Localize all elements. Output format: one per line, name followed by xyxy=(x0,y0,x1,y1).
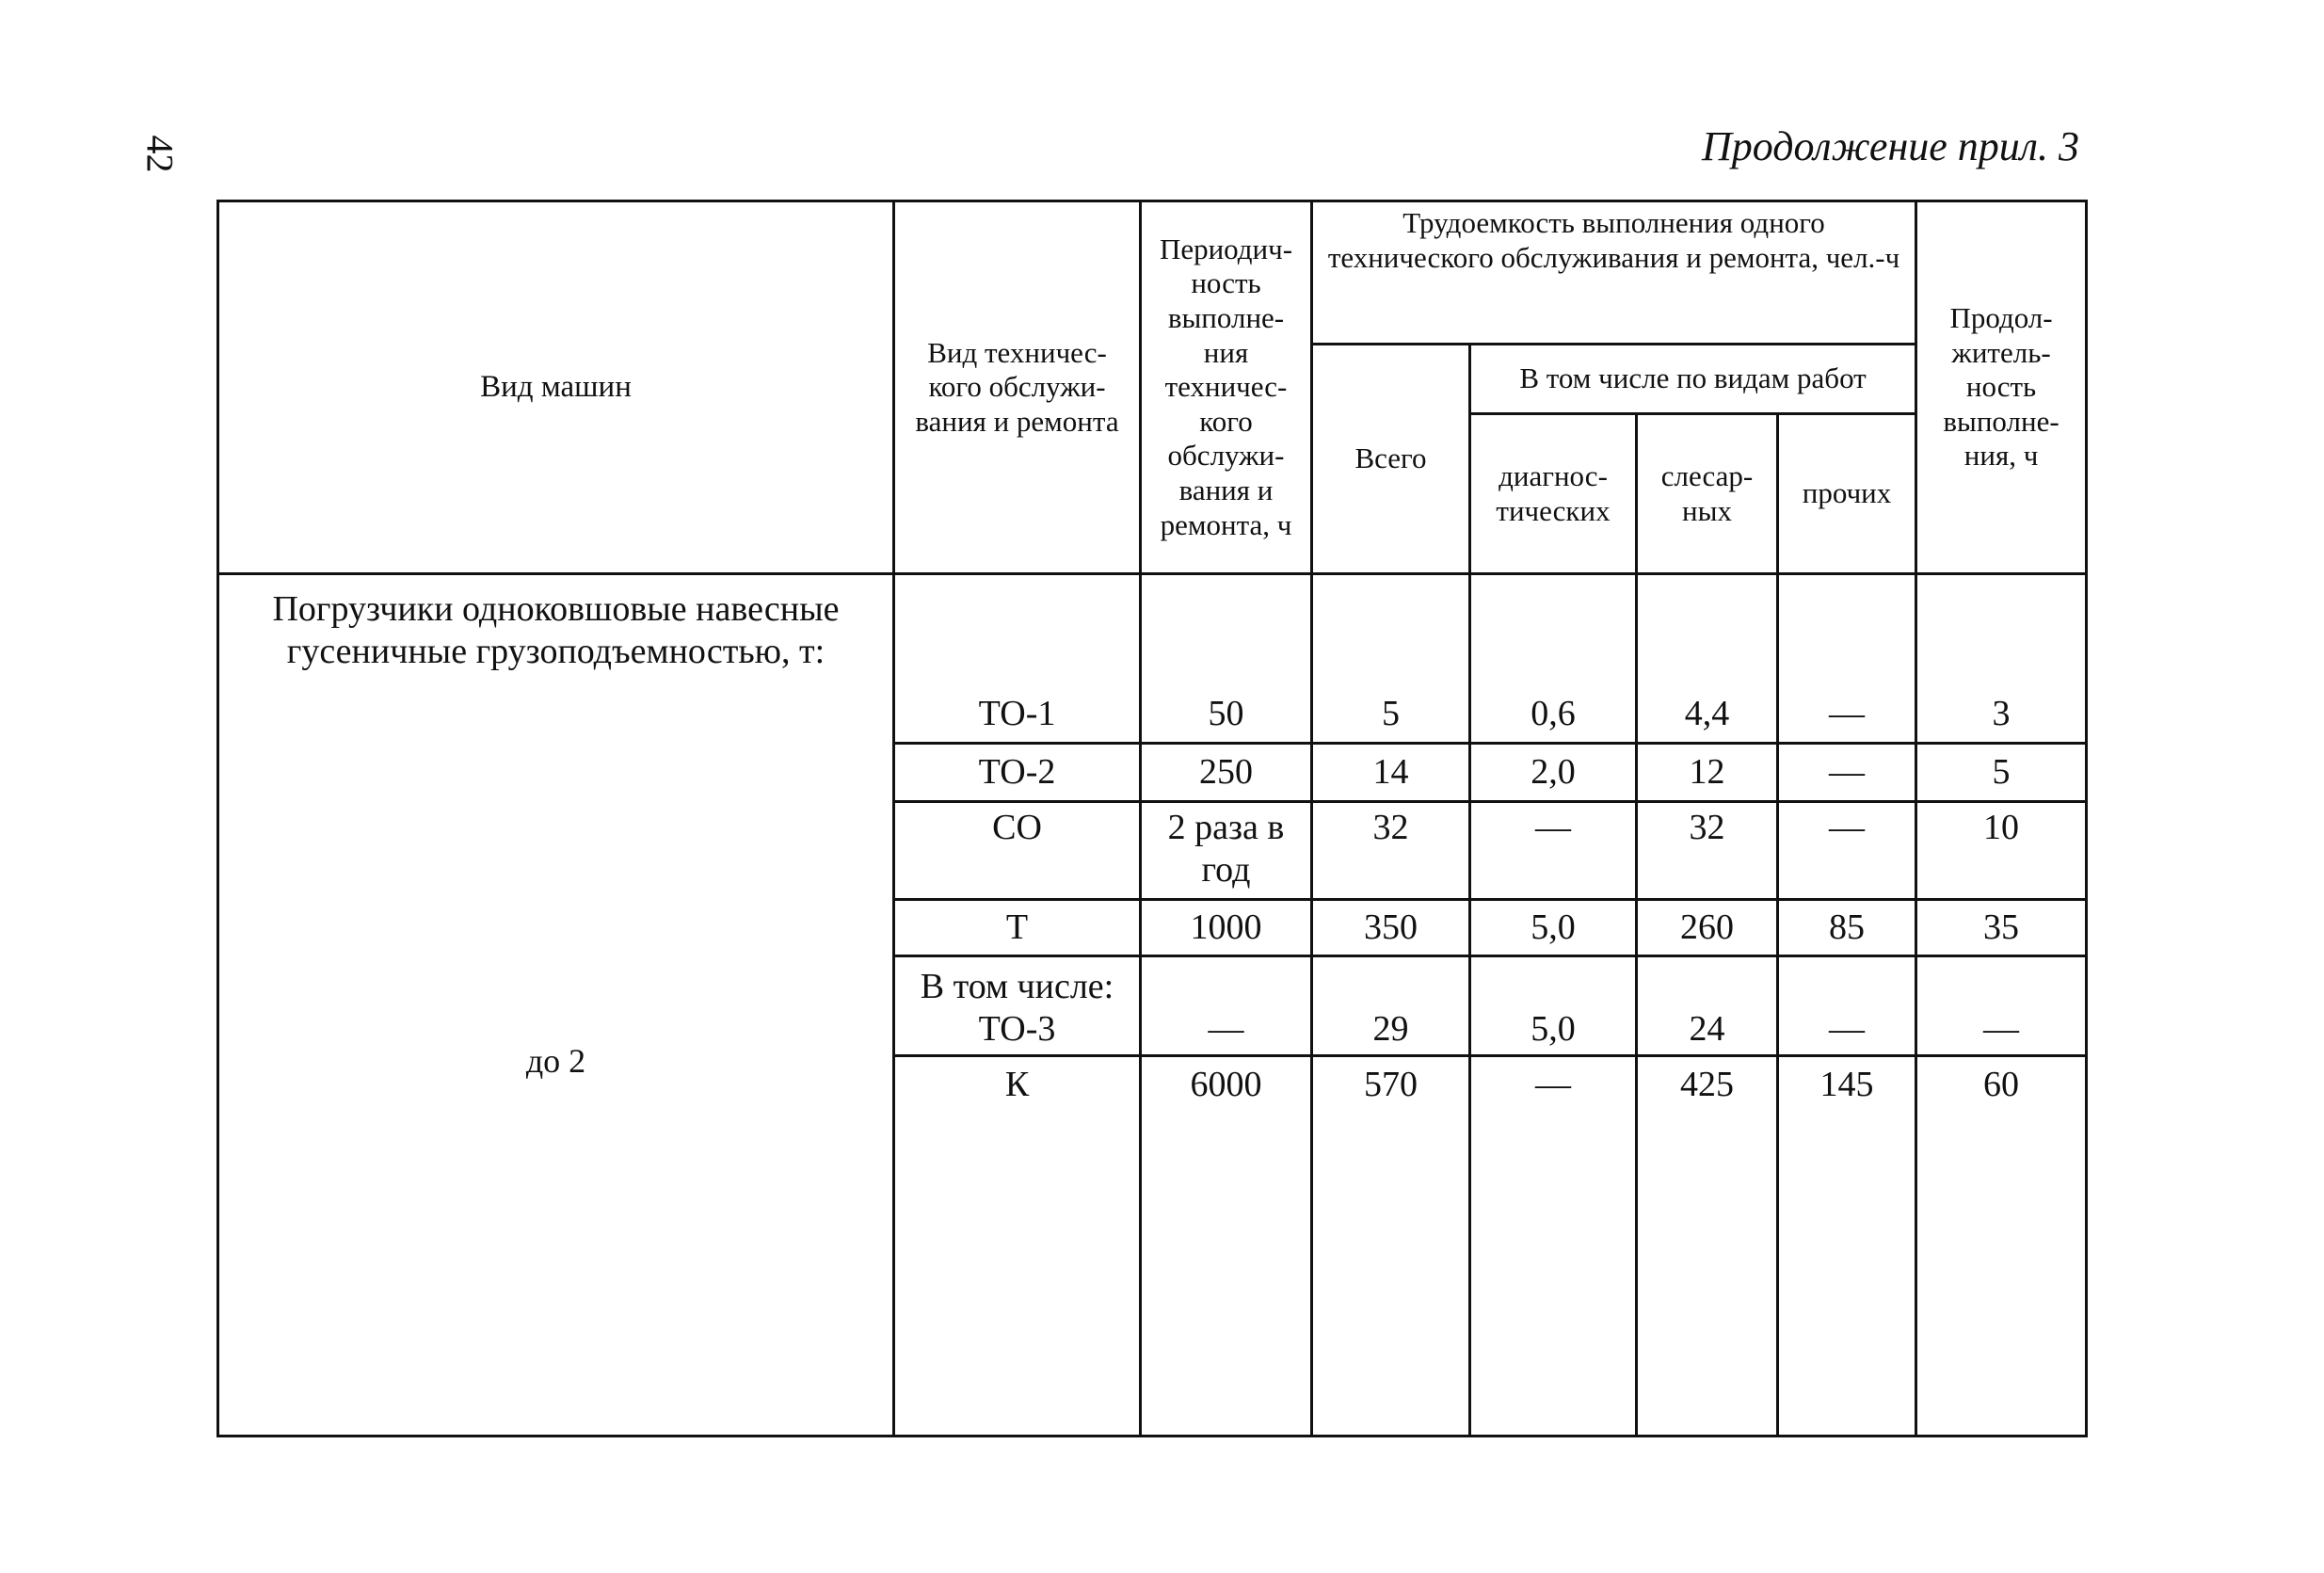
vsego-cell: 29 xyxy=(1312,956,1470,1056)
machine-type: до 2 xyxy=(218,687,894,1437)
vsego-cell: 5 xyxy=(1312,687,1470,744)
running-header: Продолжение прил. 3 xyxy=(1702,123,2079,169)
vsego-cell: 570 xyxy=(1312,1056,1470,1113)
sles-cell: 260 xyxy=(1637,900,1778,956)
period-cell: 2 раза в год xyxy=(1141,802,1312,900)
empty-cell xyxy=(894,1113,1141,1437)
prod-cell: 60 xyxy=(1916,1056,2087,1113)
diag-cell: 5,0 xyxy=(1470,900,1637,956)
diag-cell: — xyxy=(1470,1056,1637,1113)
vid-to-cell: ТО-1 xyxy=(894,687,1141,744)
header-vid-mashin: Вид машин xyxy=(218,201,894,574)
diag-cell: — xyxy=(1470,802,1637,900)
empty-cell xyxy=(1916,574,2087,687)
period-cell: 6000 xyxy=(1141,1056,1312,1113)
empty-cell xyxy=(1312,1113,1470,1437)
prod-cell: — xyxy=(1916,956,2087,1056)
header-prodolzhitelnost: Продол-житель-ность выполне-ния, ч xyxy=(1916,201,2087,574)
diag-cell: 5,0 xyxy=(1470,956,1637,1056)
diag-cell: 2,0 xyxy=(1470,744,1637,802)
empty-cell xyxy=(1637,1113,1778,1437)
prod-cell: 3 xyxy=(1916,687,2087,744)
proch-cell: 85 xyxy=(1778,900,1916,956)
group-title: Погрузчики одноковшовые навесные гусеничные грузоподъемностью, т: xyxy=(218,574,894,687)
period-cell: 250 xyxy=(1141,744,1312,802)
sles-cell: 32 xyxy=(1637,802,1778,900)
page-number: 42 xyxy=(138,135,182,173)
maintenance-table xyxy=(216,200,2088,1437)
vid-to-cell xyxy=(894,956,1141,1056)
empty-cell xyxy=(1470,574,1637,687)
prod-cell: 35 xyxy=(1916,900,2087,956)
sles-cell: 12 xyxy=(1637,744,1778,802)
empty-cell xyxy=(1916,1113,2087,1437)
header-vid-to: Вид техничес-кого обслужи-вания и ремонта xyxy=(894,201,1141,574)
sles-cell: 4,4 xyxy=(1637,687,1778,744)
vid-to-cell: ТО-2 xyxy=(894,744,1141,802)
prod-cell: 5 xyxy=(1916,744,2087,802)
header-diagnosticheskih: диагнос-тических xyxy=(1470,414,1637,574)
vid-to-label: ТО-3 xyxy=(978,1009,1056,1050)
vid-to-note: В том числе: xyxy=(920,967,1114,1007)
proch-cell: — xyxy=(1778,956,1916,1056)
diag-cell: 0,6 xyxy=(1470,687,1637,744)
header-vsego: Всего xyxy=(1312,345,1470,574)
period-cell: 50 xyxy=(1141,687,1312,744)
empty-cell xyxy=(1778,574,1916,687)
sles-cell: 425 xyxy=(1637,1056,1778,1113)
empty-cell xyxy=(1312,574,1470,687)
empty-cell xyxy=(1470,1113,1637,1437)
proch-cell: 145 xyxy=(1778,1056,1916,1113)
sles-cell: 24 xyxy=(1637,956,1778,1056)
period-cell: 1000 xyxy=(1141,900,1312,956)
empty-cell xyxy=(1778,1113,1916,1437)
empty-cell xyxy=(1637,574,1778,687)
proch-cell: — xyxy=(1778,802,1916,900)
empty-cell xyxy=(894,574,1141,687)
vid-to-cell: СО xyxy=(894,802,1141,900)
vsego-cell: 32 xyxy=(1312,802,1470,900)
header-slesarnyh: слесар-ных xyxy=(1637,414,1778,574)
header-trudoemkost: Трудоемкость выполнения одного технического обслуживания и ремонта, чел.-ч xyxy=(1312,201,1916,345)
empty-cell xyxy=(1141,574,1312,687)
header-prochih: прочих xyxy=(1778,414,1916,574)
header-v-tom-chisle: В том числе по видам работ xyxy=(1470,345,1916,414)
proch-cell: — xyxy=(1778,744,1916,802)
empty-cell xyxy=(1141,1113,1312,1437)
prod-cell: 10 xyxy=(1916,802,2087,900)
vsego-cell: 350 xyxy=(1312,900,1470,956)
proch-cell: — xyxy=(1778,687,1916,744)
vid-to-cell: К xyxy=(894,1056,1141,1113)
vsego-cell: 14 xyxy=(1312,744,1470,802)
header-periodichnost: Периодич-ность выполне-ния техничес-кого обслужи-вания и ремонта, ч xyxy=(1141,201,1312,574)
vid-to-cell: Т xyxy=(894,900,1141,956)
period-cell: — xyxy=(1141,956,1312,1056)
